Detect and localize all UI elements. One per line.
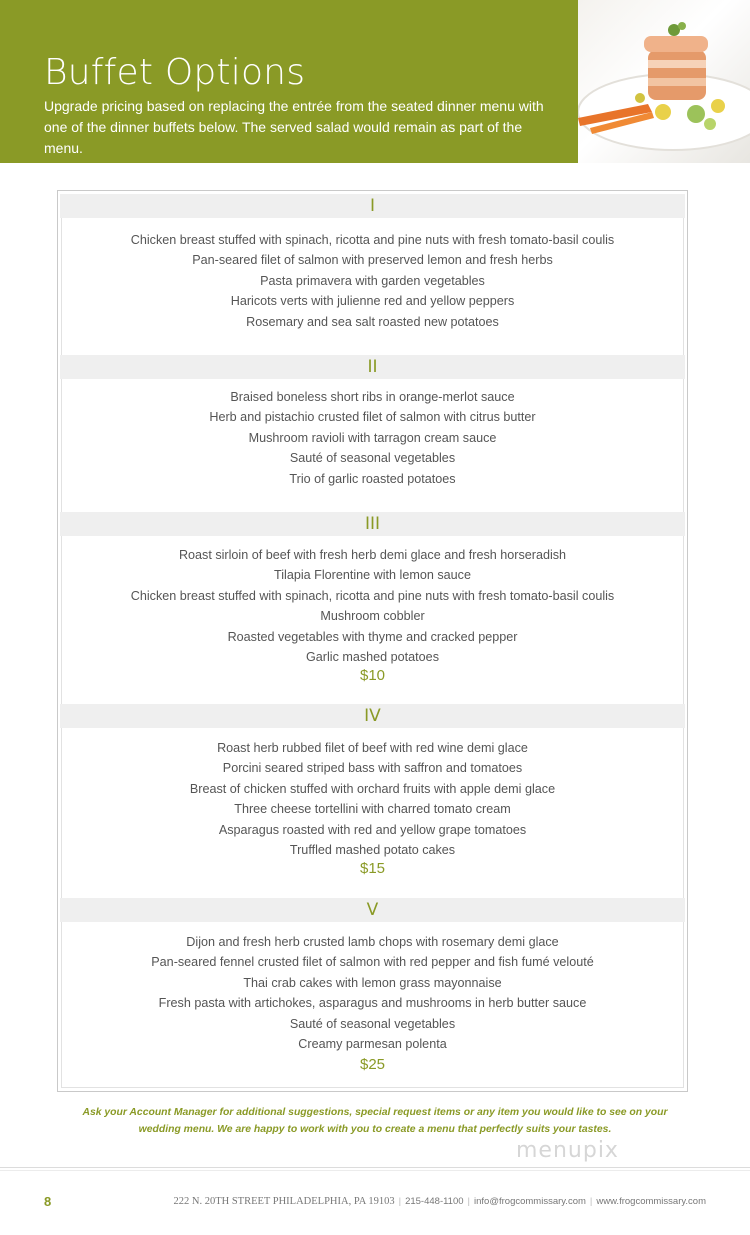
section-items-iii xyxy=(58,545,687,667)
note-line-1: Ask your Account Manager for additional suggestions, special request items or any item you would like to see on your xyxy=(82,1107,668,1118)
section-header-iii: III xyxy=(60,512,685,536)
menu-item: Fresh pasta with artichokes, asparagus and mushrooms in herb butter sauce xyxy=(158,996,587,1011)
section-header-i: I xyxy=(60,194,685,218)
plated-dish-illustration xyxy=(578,0,750,163)
footer-separator: | xyxy=(467,1196,471,1207)
menu-item: Pan-seared fennel crusted filet of salmon with red pepper and fish fumé velouté xyxy=(151,955,594,970)
footer-separator: | xyxy=(589,1196,593,1207)
buffet-menu-box xyxy=(57,190,688,1092)
section-items-v xyxy=(58,932,687,1054)
menu-item: Truffled mashed potato cakes xyxy=(289,843,456,858)
section-items-i xyxy=(58,230,687,332)
menu-item: Haricots verts with julienne red and yellow peppers xyxy=(230,294,515,309)
menu-item: Breast of chicken stuffed with orchard fruits with apple demi glace xyxy=(189,781,556,796)
menu-item: Thai crab cakes with lemon grass mayonnaise xyxy=(243,975,502,990)
food-photo xyxy=(578,0,750,163)
section-price-iii: $10 xyxy=(359,667,386,684)
menu-item: Rosemary and sea salt roasted new potatoes xyxy=(246,314,499,329)
menu-item: Dijon and fresh herb crusted lamb chops with rosemary demi glace xyxy=(186,935,559,949)
menu-item: Roast herb rubbed filet of beef with red wine demi glace xyxy=(217,741,528,755)
menu-item: Sauté of seasonal vegetables xyxy=(289,451,456,466)
menu-item: Roast sirloin of beef with fresh herb demi glace and fresh horseradish xyxy=(178,548,567,562)
footer-divider xyxy=(0,1167,750,1168)
section-price-iv: $15 xyxy=(359,860,386,877)
header-banner xyxy=(0,0,578,163)
note-line-2: wedding menu. We are happy to work with you to create a menu that perfectly suits your tastes. xyxy=(138,1124,612,1135)
menu-item: Pan-seared filet of salmon with preserved lemon and fresh herbs xyxy=(192,253,553,268)
footer-website[interactable]: www.frogcommissary.com xyxy=(596,1196,706,1207)
page-title: Buffet Options xyxy=(44,52,306,93)
menu-item: Asparagus roasted with red and yellow grape tomatoes xyxy=(218,822,527,837)
section-header-iv: IV xyxy=(60,704,685,728)
footer-phone[interactable]: 215-448-1100 xyxy=(405,1196,464,1207)
watermark: menupix xyxy=(516,1138,619,1163)
page-number: 8 xyxy=(44,1194,52,1209)
section-header-v: V xyxy=(60,898,685,922)
menu-item: Porcini seared striped bass with saffron and tomatoes xyxy=(222,761,523,776)
section-items-iv xyxy=(58,738,687,860)
footer-contact xyxy=(174,1196,707,1207)
menu-item: Chicken breast stuffed with spinach, ricotta and pine nuts with fresh tomato-basil coulis xyxy=(130,588,615,603)
menu-item: Mushroom cobbler xyxy=(320,609,425,624)
menu-item: Mushroom ravioli with tarragon cream sauce xyxy=(248,430,497,445)
menu-item: Sauté of seasonal vegetables xyxy=(289,1016,456,1031)
footer-divider-secondary xyxy=(0,1170,750,1171)
menu-item: Three cheese tortellini with charred tomato cream xyxy=(234,802,511,817)
section-price-v: $25 xyxy=(359,1056,386,1073)
menu-item: Creamy parmesan polenta xyxy=(298,1037,447,1052)
menu-item: Chicken breast stuffed with spinach, ricotta and pine nuts with fresh tomato-basil coulis xyxy=(130,233,615,247)
footer-separator: | xyxy=(398,1196,402,1207)
menu-item: Tilapia Florentine with lemon sauce xyxy=(274,568,471,583)
menu-item: Herb and pistachio crusted filet of salmon with citrus butter xyxy=(209,410,536,425)
section-items-ii xyxy=(58,387,687,489)
menu-item: Roasted vegetables with thyme and cracked pepper xyxy=(227,629,518,644)
section-header-ii: II xyxy=(60,355,685,379)
menu-item: Garlic mashed potatoes xyxy=(305,650,439,665)
menu-item: Braised boneless short ribs in orange-merlot sauce xyxy=(230,390,515,404)
account-manager-note xyxy=(60,1104,690,1138)
footer-email[interactable]: info@frogcommissary.com xyxy=(474,1196,586,1207)
menu-item: Pasta primavera with garden vegetables xyxy=(260,273,485,288)
menu-item: Trio of garlic roasted potatoes xyxy=(289,471,456,486)
footer-address: 222 N. 20TH STREET PHILADELPHIA, PA 19103 xyxy=(173,1196,395,1207)
page-subtitle: Upgrade pricing based on replacing the entrée from the seated dinner menu with one of the dinner buffets below. The served salad would remain as part of the menu. xyxy=(44,98,544,156)
